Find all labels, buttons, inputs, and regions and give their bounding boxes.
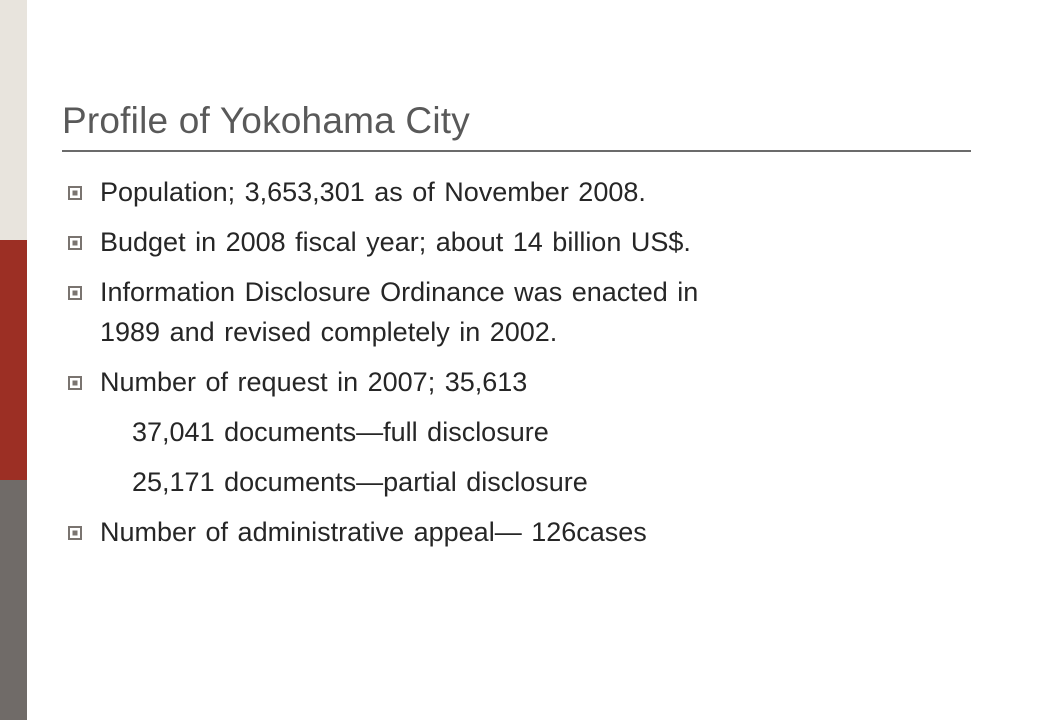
title-underline	[62, 150, 971, 152]
bullet-text: Number of administrative appeal— 126cases	[100, 517, 647, 547]
bullet-text: Population; 3,653,301 as of November 2008.	[100, 177, 646, 207]
side-bar-top-segment	[0, 0, 27, 240]
side-bar-middle-segment	[0, 240, 27, 480]
bullet-text: Information Disclosure Ordinance was enacted in	[100, 277, 699, 307]
square-bullet-icon	[68, 186, 82, 200]
bullet-text: Budget in 2008 fiscal year; about 14 billion US$.	[100, 227, 691, 257]
bullet-text-continuation: 1989 and revised completely in 2002.	[100, 317, 558, 347]
side-accent-bar	[0, 0, 27, 720]
side-bar-bottom-segment	[0, 480, 27, 720]
square-bullet-icon	[68, 236, 82, 250]
bullet-text: Number of request in 2007; 35,613	[100, 367, 528, 397]
square-bullet-icon	[68, 526, 82, 540]
sub-item-text: 37,041 documents—full disclosure	[132, 417, 549, 447]
slide-title: Profile of Yokohama City	[62, 100, 470, 141]
square-bullet-icon	[68, 376, 82, 390]
sub-item-text: 25,171 documents—partial disclosure	[132, 467, 588, 497]
square-bullet-icon	[68, 286, 82, 300]
